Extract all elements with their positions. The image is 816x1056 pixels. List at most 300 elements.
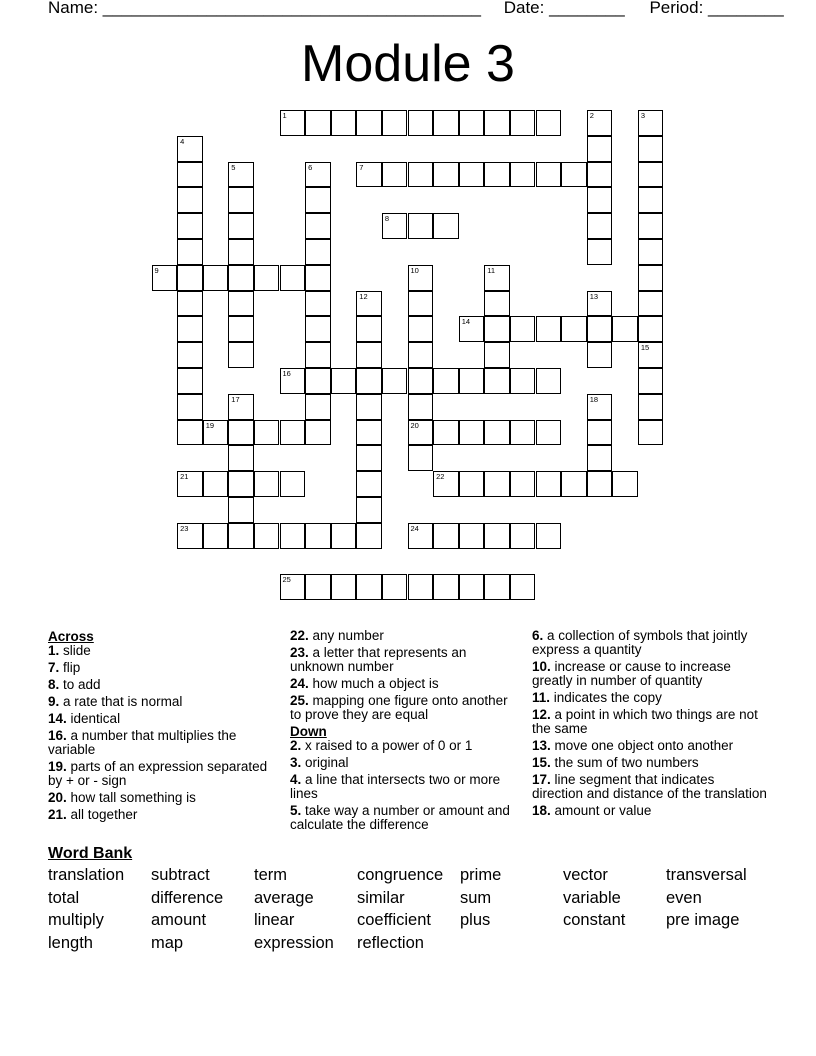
clue-item-number: 9. xyxy=(48,694,60,709)
clue-item-number: 8. xyxy=(48,677,60,692)
word-bank-word: similar xyxy=(357,888,405,907)
crossword-cell[interactable] xyxy=(484,523,510,549)
crossword-cell[interactable] xyxy=(510,471,536,497)
crossword-cell[interactable] xyxy=(510,368,536,394)
clue-item-text: identical xyxy=(66,711,121,726)
word-bank-word: coefficient xyxy=(357,911,431,930)
crossword-cell[interactable] xyxy=(408,291,434,317)
clue-number: 5 xyxy=(231,162,236,172)
clue-item xyxy=(48,678,273,692)
crossword-cell[interactable] xyxy=(356,162,382,188)
crossword-cell[interactable] xyxy=(305,213,331,239)
clue-item-text: slide xyxy=(59,643,91,658)
crossword-cell[interactable] xyxy=(638,394,664,420)
crossword-cell[interactable] xyxy=(280,420,306,446)
clue-item xyxy=(290,739,515,753)
crossword-cell[interactable] xyxy=(536,316,562,342)
clue-item xyxy=(290,677,515,691)
clue-item-number: 14. xyxy=(48,711,67,726)
period-field[interactable]: Period: ________ xyxy=(649,0,784,17)
clue-number: 15 xyxy=(640,343,650,353)
crossword-cell[interactable] xyxy=(638,342,664,368)
clue-item-text: original xyxy=(301,755,349,770)
clue-item-text: a number that multiplies the variable xyxy=(48,728,237,757)
crossword-cell[interactable] xyxy=(612,471,638,497)
crossword-cell[interactable] xyxy=(408,445,434,471)
clue-item-number: 1. xyxy=(48,643,60,658)
crossword-cell[interactable] xyxy=(638,239,664,265)
crossword-cell[interactable] xyxy=(459,420,485,446)
clue-item-number: 16. xyxy=(48,728,67,743)
clue-item xyxy=(290,646,515,674)
clue-item-text: amount or value xyxy=(550,803,652,818)
crossword-cell[interactable] xyxy=(356,445,382,471)
crossword-cell[interactable] xyxy=(254,523,280,549)
word-bank-word: difference xyxy=(151,888,224,907)
clue-item-text: a line that intersects two or more lines xyxy=(290,772,501,801)
crossword-cell[interactable] xyxy=(638,213,664,239)
crossword-cell[interactable] xyxy=(510,162,536,188)
crossword-cell[interactable] xyxy=(587,291,613,317)
crossword-cell[interactable] xyxy=(459,574,485,600)
crossword-cell[interactable] xyxy=(433,420,459,446)
crossword-cell[interactable] xyxy=(382,110,408,136)
clue-item-number: 24. xyxy=(290,676,309,691)
clue-item-number: 7. xyxy=(48,660,60,675)
crossword-cell[interactable] xyxy=(433,110,459,136)
crossword-cell[interactable] xyxy=(280,265,306,291)
crossword-cell[interactable] xyxy=(382,368,408,394)
crossword-cell[interactable] xyxy=(587,162,613,188)
crossword-cell[interactable] xyxy=(433,523,459,549)
crossword-cell[interactable] xyxy=(433,368,459,394)
crossword-cell[interactable] xyxy=(228,497,254,523)
clue-number: 19 xyxy=(205,420,215,430)
clue-number: 13 xyxy=(589,291,599,301)
word-bank-title: Word Bank xyxy=(48,845,133,862)
clue-item-number: 2. xyxy=(290,738,302,753)
clue-item-number: 12. xyxy=(532,707,551,722)
clue-item-text: any number xyxy=(308,628,384,643)
crossword-cell[interactable] xyxy=(152,265,178,291)
crossword-cell[interactable] xyxy=(356,316,382,342)
crossword-cell[interactable] xyxy=(587,213,613,239)
crossword-cell[interactable] xyxy=(228,316,254,342)
crossword-cell[interactable] xyxy=(305,110,331,136)
crossword-cell[interactable] xyxy=(510,110,536,136)
word-bank-word: term xyxy=(254,866,287,884)
crossword-cell[interactable] xyxy=(280,110,306,136)
crossword-cell[interactable] xyxy=(638,291,664,317)
clue-item xyxy=(48,791,273,805)
clue-item xyxy=(532,708,767,736)
word-bank-row xyxy=(48,889,788,912)
crossword-cell[interactable] xyxy=(356,574,382,600)
clue-number: 9 xyxy=(154,265,159,275)
crossword-cell[interactable] xyxy=(459,368,485,394)
crossword-cell[interactable] xyxy=(177,136,203,162)
clue-column-3 xyxy=(532,629,767,821)
word-bank-word: vector xyxy=(563,866,608,884)
word-bank-word: map xyxy=(151,933,184,952)
crossword-cell[interactable] xyxy=(459,523,485,549)
clue-section-header: Down xyxy=(290,724,327,739)
clue-item-text: a letter that represents an unknown number xyxy=(290,645,467,674)
crossword-cell[interactable] xyxy=(433,213,459,239)
clue-item xyxy=(48,644,273,658)
clue-item-text: flip xyxy=(59,660,81,675)
clue-item-number: 18. xyxy=(532,803,551,818)
crossword-cell[interactable] xyxy=(510,523,536,549)
clue-number: 17 xyxy=(231,394,240,404)
word-bank-word: reflection xyxy=(357,933,424,952)
crossword-cell[interactable] xyxy=(331,523,357,549)
word-bank-word: sum xyxy=(460,888,492,907)
clue-item xyxy=(532,804,767,818)
crossword-cell[interactable] xyxy=(177,187,203,213)
clue-column-1 xyxy=(48,629,273,825)
crossword-cell[interactable] xyxy=(587,316,613,342)
clue-item-text: to add xyxy=(59,677,101,692)
clue-item-text: mapping one figure onto another to prove they are equal xyxy=(290,693,508,722)
crossword-cell[interactable] xyxy=(177,291,203,317)
clue-item-number: 17. xyxy=(532,772,551,787)
crossword-cell[interactable] xyxy=(228,394,254,420)
word-bank-word: amount xyxy=(151,911,207,930)
word-bank-word: subtract xyxy=(151,866,210,884)
crossword-cell[interactable] xyxy=(484,162,510,188)
crossword-cell[interactable] xyxy=(228,239,254,265)
crossword-cell[interactable] xyxy=(356,342,382,368)
word-bank-row xyxy=(48,911,788,934)
crossword-cell[interactable] xyxy=(305,162,331,188)
crossword-cell[interactable] xyxy=(356,497,382,523)
clue-item xyxy=(48,729,273,757)
crossword-cell[interactable] xyxy=(587,420,613,446)
crossword-cell[interactable] xyxy=(587,445,613,471)
crossword-cell[interactable] xyxy=(433,471,459,497)
crossword-cell[interactable] xyxy=(254,265,280,291)
crossword-cell[interactable] xyxy=(612,316,638,342)
clue-item-number: 21. xyxy=(48,807,67,822)
clue-item-number: 6. xyxy=(532,628,544,643)
crossword-cell[interactable] xyxy=(356,420,382,446)
clue-section-header: Across xyxy=(48,629,94,644)
clue-item xyxy=(290,629,515,643)
word-bank-word: plus xyxy=(460,911,491,930)
clue-number: 18 xyxy=(589,394,599,404)
word-bank-word: length xyxy=(48,933,93,952)
crossword-cell[interactable] xyxy=(280,368,306,394)
crossword-cell[interactable] xyxy=(305,368,331,394)
clue-item-text: a rate that is normal xyxy=(59,694,183,709)
page-title: Module 3 xyxy=(301,35,515,93)
name-field[interactable]: Name: ________________________________________ xyxy=(48,0,481,17)
clue-item xyxy=(290,756,515,770)
crossword-cell[interactable] xyxy=(228,213,254,239)
crossword-cell[interactable] xyxy=(382,574,408,600)
crossword-cell[interactable] xyxy=(228,265,254,291)
crossword-cell[interactable] xyxy=(536,420,562,446)
crossword-cell[interactable] xyxy=(408,394,434,420)
crossword-cell[interactable] xyxy=(587,342,613,368)
word-bank-word: variable xyxy=(563,888,621,907)
crossword-cell[interactable] xyxy=(356,291,382,317)
crossword-cell[interactable] xyxy=(433,162,459,188)
crossword-cell[interactable] xyxy=(177,368,203,394)
clue-number: 6 xyxy=(308,162,313,172)
crossword-cell[interactable] xyxy=(305,265,331,291)
crossword-cell[interactable] xyxy=(408,420,434,446)
crossword-cell[interactable] xyxy=(536,162,562,188)
crossword-cell[interactable] xyxy=(228,445,254,471)
clue-item-text: line segment that indicates direction and distance of the translation xyxy=(532,772,767,801)
crossword-cell[interactable] xyxy=(561,162,587,188)
crossword-cell[interactable] xyxy=(356,368,382,394)
word-bank-word: expression xyxy=(254,933,334,952)
word-bank-word: even xyxy=(666,888,702,907)
crossword-cell[interactable] xyxy=(638,368,664,394)
crossword-cell[interactable] xyxy=(280,523,306,549)
date-field[interactable]: Date: ________ xyxy=(503,0,625,17)
clue-item xyxy=(532,773,767,801)
clue-item-text: a collection of symbols that jointly express a quantity xyxy=(532,628,748,657)
crossword-cell[interactable] xyxy=(484,265,510,291)
word-bank xyxy=(48,866,788,956)
clue-number: 2 xyxy=(589,111,594,120)
clue-number: 7 xyxy=(359,162,364,172)
crossword-cell[interactable] xyxy=(459,162,485,188)
clue-item-text: a point in which two things are not the same xyxy=(532,707,758,736)
crossword-cell[interactable] xyxy=(638,162,664,188)
clue-item-text: parts of an expression separated by + or - sign xyxy=(48,759,268,788)
crossword-cell[interactable] xyxy=(484,291,510,317)
clue-item xyxy=(290,773,515,801)
clue-item xyxy=(48,760,273,788)
clue-number: 20 xyxy=(410,420,419,430)
crossword-cell[interactable] xyxy=(305,420,331,446)
clue-number: 11 xyxy=(487,265,496,275)
clue-item-text: take way a number or amount and calculate the difference xyxy=(290,803,510,832)
clue-item-number: 10. xyxy=(532,659,551,674)
crossword-cell[interactable] xyxy=(228,471,254,497)
crossword-cell[interactable] xyxy=(356,523,382,549)
clue-item-number: 19. xyxy=(48,759,67,774)
crossword-cell[interactable] xyxy=(228,420,254,446)
clue-item xyxy=(290,694,515,722)
crossword-cell[interactable] xyxy=(177,420,203,446)
crossword-cell[interactable] xyxy=(305,239,331,265)
crossword-cell[interactable] xyxy=(638,187,664,213)
crossword-cell[interactable] xyxy=(510,420,536,446)
crossword-cell[interactable] xyxy=(228,523,254,549)
clue-item-text: x raised to a power of 0 or 1 xyxy=(301,738,473,753)
clue-item-number: 20. xyxy=(48,790,67,805)
crossword-cell[interactable] xyxy=(408,110,434,136)
clue-number: 21 xyxy=(180,472,189,482)
crossword-cell[interactable] xyxy=(305,523,331,549)
crossword-cell[interactable] xyxy=(203,265,229,291)
clue-item-text: all together xyxy=(66,807,138,822)
crossword-cell[interactable] xyxy=(177,265,203,291)
crossword-cell[interactable] xyxy=(203,523,229,549)
crossword-cell[interactable] xyxy=(177,342,203,368)
clue-item-number: 13. xyxy=(532,738,551,753)
crossword-cell[interactable] xyxy=(484,316,510,342)
clue-item-text: move one object onto another xyxy=(550,738,734,753)
crossword-cell[interactable] xyxy=(228,291,254,317)
crossword-cell[interactable] xyxy=(536,110,562,136)
clue-item-text: how much a object is xyxy=(308,676,439,691)
clue-item-number: 11. xyxy=(532,690,551,705)
crossword-cell[interactable] xyxy=(331,110,357,136)
crossword-cell[interactable] xyxy=(254,471,280,497)
crossword-cell[interactable] xyxy=(510,574,536,600)
crossword-cell[interactable] xyxy=(587,187,613,213)
word-bank-word: linear xyxy=(254,911,295,930)
crossword-cell[interactable] xyxy=(177,162,203,188)
crossword-cell[interactable] xyxy=(408,523,434,549)
crossword-cell[interactable] xyxy=(280,471,306,497)
crossword-cell[interactable] xyxy=(408,213,434,239)
clue-item xyxy=(532,739,767,753)
clue-number: 16 xyxy=(282,369,291,378)
crossword-cell[interactable] xyxy=(177,523,203,549)
clue-item-number: 3. xyxy=(290,755,302,770)
crossword-cell[interactable] xyxy=(177,471,203,497)
clue-item-text: indicates the copy xyxy=(550,690,662,705)
crossword-cell[interactable] xyxy=(587,471,613,497)
crossword-cell[interactable] xyxy=(228,342,254,368)
crossword-cell[interactable] xyxy=(356,471,382,497)
crossword-cell[interactable] xyxy=(459,316,485,342)
clue-item-number: 23. xyxy=(290,645,309,660)
crossword-cell[interactable] xyxy=(638,265,664,291)
crossword-cell[interactable] xyxy=(305,291,331,317)
clue-item xyxy=(532,660,767,688)
crossword-cell[interactable] xyxy=(484,368,510,394)
crossword-cell[interactable] xyxy=(331,574,357,600)
crossword-cell[interactable] xyxy=(587,394,613,420)
clue-item-number: 4. xyxy=(290,772,302,787)
clue-item-number: 15. xyxy=(532,755,551,770)
clue-item-number: 22. xyxy=(290,628,309,643)
clue-item xyxy=(48,695,273,709)
clue-item xyxy=(48,661,273,675)
crossword-cell[interactable] xyxy=(177,316,203,342)
crossword-cell[interactable] xyxy=(331,368,357,394)
crossword-cell[interactable] xyxy=(305,394,331,420)
crossword-cell[interactable] xyxy=(305,316,331,342)
clue-number: 23 xyxy=(180,523,189,533)
crossword-cell[interactable] xyxy=(638,110,664,136)
word-bank-word: prime xyxy=(460,866,502,884)
crossword-cell[interactable] xyxy=(203,420,229,446)
crossword-cell[interactable] xyxy=(561,471,587,497)
crossword-cell[interactable] xyxy=(638,420,664,446)
crossword-cell[interactable] xyxy=(228,187,254,213)
clue-number: 1 xyxy=(282,111,287,120)
crossword-cell[interactable] xyxy=(536,471,562,497)
clue-item xyxy=(48,808,273,822)
crossword-cell[interactable] xyxy=(408,265,434,291)
crossword-cell[interactable] xyxy=(587,136,613,162)
clue-number: 3 xyxy=(640,111,646,120)
word-bank-word: multiply xyxy=(48,911,104,930)
crossword-cell[interactable] xyxy=(484,471,510,497)
crossword-cell[interactable] xyxy=(177,213,203,239)
crossword-cell[interactable] xyxy=(484,342,510,368)
word-bank-word: constant xyxy=(563,911,626,930)
clue-number: 25 xyxy=(282,575,291,585)
crossword-cell[interactable] xyxy=(587,110,613,136)
clue-number: 12 xyxy=(359,291,368,301)
crossword-cell[interactable] xyxy=(536,368,562,394)
word-bank-word: transversal xyxy=(666,866,747,884)
word-bank-row xyxy=(48,934,788,957)
crossword-cell[interactable] xyxy=(433,574,459,600)
crossword-cell[interactable] xyxy=(305,342,331,368)
clue-number: 24 xyxy=(410,523,419,533)
word-bank-word: translation xyxy=(48,866,125,884)
crossword-cell[interactable] xyxy=(408,342,434,368)
crossword-cell[interactable] xyxy=(356,110,382,136)
crossword-cell[interactable] xyxy=(408,316,434,342)
crossword-cell[interactable] xyxy=(408,574,434,600)
crossword-cell[interactable] xyxy=(280,574,306,600)
crossword-cell[interactable] xyxy=(408,368,434,394)
crossword-cell[interactable] xyxy=(177,394,203,420)
crossword-cell[interactable] xyxy=(484,110,510,136)
crossword-cell[interactable] xyxy=(254,420,280,446)
crossword-cell[interactable] xyxy=(484,574,510,600)
clue-number: 14 xyxy=(461,317,471,327)
crossword-cell[interactable] xyxy=(510,316,536,342)
crossword-cell[interactable] xyxy=(382,213,408,239)
crossword-cell[interactable] xyxy=(561,316,587,342)
clue-item xyxy=(48,712,273,726)
word-bank-word: pre image xyxy=(666,911,740,930)
crossword-cell[interactable] xyxy=(638,316,664,342)
crossword-cell[interactable] xyxy=(382,162,408,188)
clue-item-number: 5. xyxy=(290,803,302,818)
clue-item xyxy=(290,804,515,832)
clue-item-text: the sum of two numbers xyxy=(550,755,699,770)
crossword-cell[interactable] xyxy=(484,420,510,446)
clue-item xyxy=(532,756,767,770)
crossword-cell[interactable] xyxy=(638,136,664,162)
crossword-cell[interactable] xyxy=(587,239,613,265)
crossword-cell[interactable] xyxy=(356,394,382,420)
clue-number: 22 xyxy=(436,472,445,482)
crossword-cell[interactable] xyxy=(459,471,485,497)
clue-item xyxy=(532,691,767,705)
clue-item-text: how tall something is xyxy=(66,790,196,805)
crossword-cell[interactable] xyxy=(305,574,331,600)
clue-number: 4 xyxy=(180,136,185,146)
clue-column-2 xyxy=(290,629,515,835)
crossword-cell[interactable] xyxy=(228,162,254,188)
clue-item xyxy=(532,629,767,657)
crossword-cell[interactable] xyxy=(459,110,485,136)
crossword-cell[interactable] xyxy=(203,471,229,497)
word-bank-word: total xyxy=(48,888,80,907)
crossword-cell[interactable] xyxy=(305,187,331,213)
crossword-cell[interactable] xyxy=(408,162,434,188)
crossword-cell[interactable] xyxy=(177,239,203,265)
word-bank-word: average xyxy=(254,888,314,907)
crossword-cell[interactable] xyxy=(536,523,562,549)
